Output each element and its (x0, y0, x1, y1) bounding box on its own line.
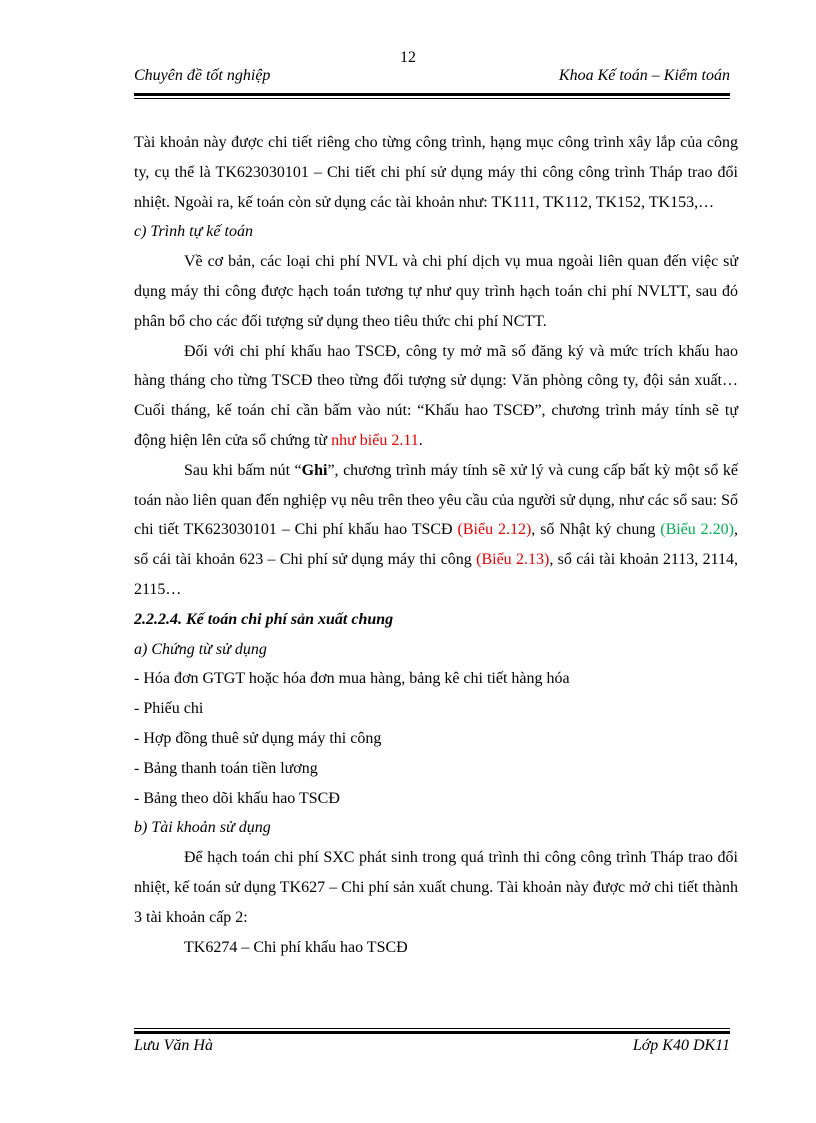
paragraph-ghi-text-b: ”, chương trình máy tính sẽ xử lý và cung cấp bất kỳ một sổ kế toán nào liên quan đến nghiệp vụ nêu trên theo yêu cầu của người sử dụng, như các sổ sau: Sổ chi tiết TK623030101 – Chi phí khấu hao TSCĐ (134, 461, 738, 539)
paragraph-ghi-button (134, 456, 738, 605)
paragraph-tk6274: TK6274 – Chi phí khấu hao TSCĐ (184, 938, 408, 956)
paragraph-depreciation (134, 337, 738, 456)
paragraph-ghi-text-c: , sổ Nhật ký chung (531, 521, 661, 539)
reference-bieu-2-20: (Biểu 2.20) (660, 521, 735, 539)
paragraph-account-detail: Tài khoản này được chi tiết riêng cho từng công trình, hạng mục công trình xây lắp của công ty, cụ thể là TK623030101 – Chi tiết chi phí sử dụng máy thi công công trình Tháp trao đổi nhiệt. Ngoài ra, kế toán còn sử dụng các tài khoản như: TK111, TK112, TK152, TK153,… (134, 134, 738, 211)
footer-rule-thin (134, 1028, 730, 1029)
paragraph-ghi-text-e: , sổ cái tài khoản 2113, 2114, 2115… (134, 551, 739, 598)
reference-bieu-2-11: như biểu 2.11 (331, 431, 419, 449)
list-item: - Hợp đồng thuê sử dụng máy thi công (134, 729, 382, 747)
header-left-title: Chuyên đề tốt nghiệp (134, 67, 271, 84)
paragraph-depreciation-end: . (418, 431, 423, 449)
document-body (134, 128, 738, 962)
heading-accounts-used: b) Tài khoản sử dụng (134, 819, 271, 837)
heading-accounting-sequence: c) Trình tự kế toán (134, 223, 253, 241)
list-item: - Bảng thanh toán tiền lương (134, 759, 318, 777)
paragraph-ghi-text-a: Sau khi bấm nút “ (184, 461, 302, 479)
section-heading-general-production-costs: 2.2.2.4. Kế toán chi phí sản xuất chung (134, 610, 394, 628)
header-rule-thick (134, 93, 730, 96)
reference-bieu-2-13: (Biểu 2.13) (476, 551, 550, 569)
paragraph-tk627: Để hạch toán chi phí SXC phát sinh trong quá trình thi công công trình Tháp trao đổi nhiệt, kế toán sử dụng TK627 – Chi phí sản xuất chung. Tài khoản này được mở chi tiết thành 3 tài khoản cấp 2: (134, 849, 738, 926)
list-item: - Hóa đơn GTGT hoặc hóa đơn mua hàng, bảng kê chi tiết hàng hóa (134, 670, 570, 688)
ghi-label: Ghi (301, 461, 328, 479)
header-rule-thin (134, 98, 730, 99)
page-header (134, 67, 730, 89)
paragraph-basic-costs: Về cơ bản, các loại chi phí NVL và chi phí dịch vụ mua ngoài liên quan đến việc sử dụng máy thi công được hạch toán tương tự như quy trình hạch toán chi phí NVLTT, sau đó phân bổ cho các đối tượng sử dụng theo tiêu thức chi phí NCTT. (134, 253, 738, 330)
header-right-title: Khoa Kế toán – Kiểm toán (558, 67, 730, 84)
heading-documents-used: a) Chứng từ sử dụng (134, 640, 267, 658)
paragraph-depreciation-text: Đối với chi phí khấu hao TSCĐ, công ty mở mã số đăng ký và mức trích khấu hao hàng tháng cho từng TSCĐ theo từng đối tượng sử dụng: Văn phòng công ty, đội sản xuất… Cuối tháng, kế toán chỉ cần bấm vào nút: “Khấu hao TSCĐ”, chương trình máy tính sẽ tự động hiện lên cửa sổ chứng từ (134, 342, 738, 449)
list-item: - Bảng theo dõi khấu hao TSCĐ (134, 789, 340, 807)
footer-rule-thick (134, 1031, 730, 1034)
list-item: - Phiếu chi (134, 700, 204, 718)
reference-bieu-2-12: (Biểu 2.12) (457, 521, 532, 539)
footer-class: Lớp K40 DK11 (632, 1037, 730, 1054)
page-footer (134, 1037, 730, 1059)
page-number: 12 (400, 49, 416, 66)
footer-author: Lưu Văn Hà (134, 1037, 213, 1054)
paragraph-ghi-text-d: , sổ cái tài khoản 623 – Chi phí sử dụng máy thi công (134, 521, 739, 569)
